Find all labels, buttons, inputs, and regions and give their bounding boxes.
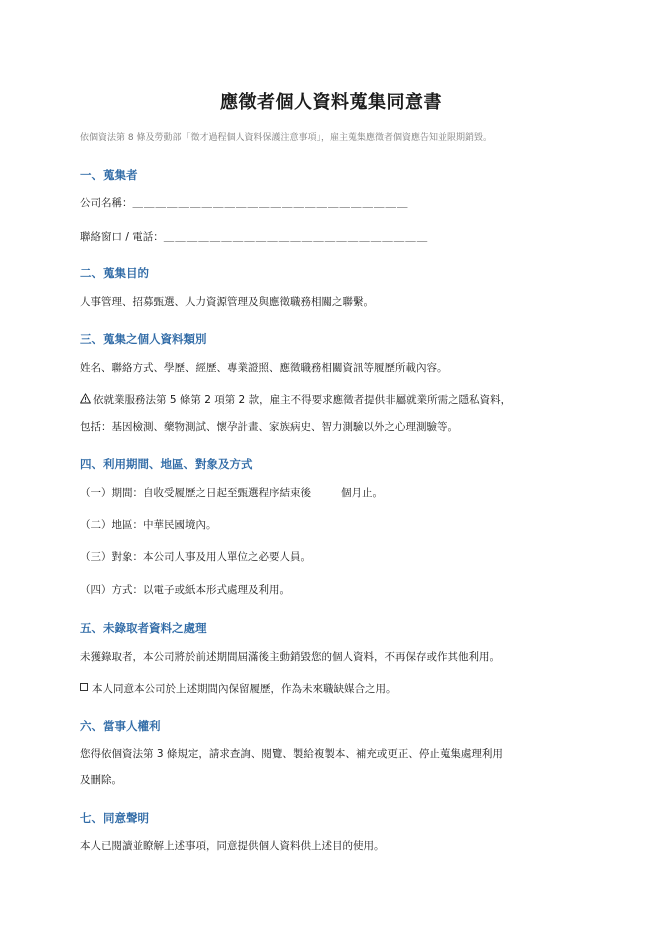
warning-line-2: 包括：基因檢測、藥物測試、懷孕計畫、家族病史、智力測驗以外之心理測驗等。 [80, 421, 458, 433]
company-name-row [80, 195, 409, 210]
section-1-heading: 一、蒐集者 [80, 168, 138, 182]
warning-text-1: 依就業服務法第 5 條第 2 項第 2 款，雇主不得要求應徵者提供非屬就業所需之隱私資料， [93, 394, 512, 406]
company-name-blank[interactable]: ＿＿＿＿＿＿＿＿＿＿＿＿＿＿＿＿＿＿＿＿＿＿＿＿ [132, 197, 409, 209]
company-name-label: 公司名稱： [80, 197, 133, 209]
rights-line-1: 您得依個資法第 3 條規定，請求查詢、閱覽、製給複製本、補充或更正、停止蒐集處理利用 [80, 748, 503, 760]
section-3-heading: 三、蒐集之個人資料類別 [80, 332, 207, 346]
purpose-text: 人事管理、招募甄選、人力資源管理及與應徵職務相關之聯繫。 [80, 296, 374, 308]
method-item: （四）方式：以電子或紙本形式處理及利用。 [80, 584, 290, 596]
recipients-item: （三）對象：本公司人事及用人單位之必要人員。 [80, 551, 311, 563]
document-subtitle: 依個資法第 8 條及勞動部「徵才過程個人資料保護注意事項」，雇主蒐集應徵者個資應告知並限期銷毀。 [80, 133, 492, 143]
section-6-heading: 六、當事人權利 [80, 719, 161, 733]
consent-statement: 本人已閱讀並瞭解上述事項，同意提供個人資料供上述目的使用。 [80, 840, 385, 852]
checkbox-icon[interactable] [80, 683, 88, 691]
retention-consent-row [80, 681, 397, 696]
data-categories-text: 姓名、聯絡方式、學歷、經歷、專業證照、應徵職務相關資訊等履歷所載內容。 [80, 362, 448, 374]
contact-label: 聯絡窗口 / 電話： [80, 231, 164, 243]
unhired-data-text: 未獲錄取者，本公司將於前述期間屆滿後主動銷毀您的個人資料，不再保存或作其他利用。 [80, 651, 500, 663]
contact-blank[interactable]: ＿＿＿＿＿＿＿＿＿＿＿＿＿＿＿＿＿＿＿＿＿＿＿ [163, 231, 429, 243]
period-text-b: 個月止。 [341, 487, 383, 499]
region-item: （二）地區：中華民國境內。 [80, 519, 217, 531]
rights-line-2: 及刪除。 [80, 774, 122, 786]
retention-consent-text: 本人同意本公司於上述期間內保留履歷，作為未來職缺媒合之用。 [92, 683, 397, 695]
section-5-heading: 五、未錄取者資料之處理 [80, 621, 207, 635]
contact-row [80, 229, 428, 244]
section-2-heading: 二、蒐集目的 [80, 266, 149, 280]
period-item [80, 485, 383, 500]
document-title: 應徵者個人資料蒐集同意書 [220, 92, 442, 113]
period-text-a: （一）期間：自收受履歷之日起至甄選程序結束後 [80, 487, 311, 499]
warning-triangle-icon [80, 393, 91, 404]
warning-line-1 [80, 392, 511, 407]
section-7-heading: 七、同意聲明 [80, 811, 149, 825]
section-4-heading: 四、利用期間、地區、對象及方式 [80, 457, 253, 471]
